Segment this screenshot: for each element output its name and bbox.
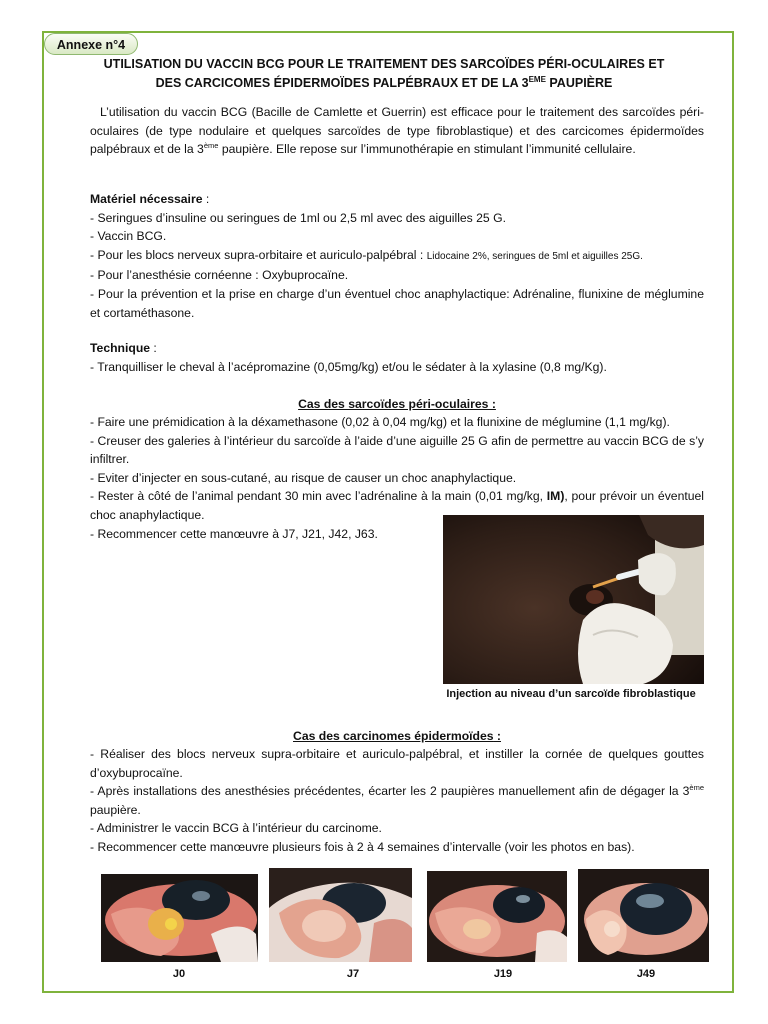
title-line-1: UTILISATION DU VACCIN BCG POUR LE TRAITEMENT DES SARCOÏDES PÉRI-OCULAIRES ET	[103, 57, 665, 71]
technique-heading: Technique :	[90, 341, 157, 355]
eye-photo-label: J19	[493, 968, 513, 980]
eye-photo-j49	[578, 869, 709, 962]
eye-photo-label: J0	[172, 968, 186, 980]
technique-section	[90, 339, 704, 376]
sarcoides-list-top	[90, 413, 704, 525]
materiel-item: - Pour les blocs nerveux supra-orbitaire et auriculo-palpébral : Lidocaine 2%, seringues de 5ml et aiguilles 25G.	[90, 247, 643, 262]
title-line-2: DES CARCICOMES ÉPIDERMOÏDES PALPÉBRAUX ET DE LA 3EME PAUPIÈRE	[155, 74, 613, 90]
intro-paragraph: L’utilisation du vaccin BCG (Bacille de Camlette et Guerrin) est efficace pour le traitement des sarcoïdes péri-oculaires (de type nodulaire et quelques sarcoïdes de type fibroblastique) et des carcicomes épidermoïdes palpébraux et de la 3ème paupière. Elle repose sur l’immunothérapie en stimulant l’immunité cellulaire.	[90, 105, 704, 157]
document-title	[60, 55, 708, 93]
eye-photo-label: J7	[346, 968, 360, 980]
sarcoides-item: - Creuser des galeries à l’intérieur du sarcoïde à l’aide d’une aiguille 25 G afin de permettre au vaccin BCG de s’y infiltrer.	[90, 433, 704, 467]
materiel-item: - Pour la prévention et la prise en charge d’un éventuel choc anaphylactique: Adrénaline, flunixine de méglumine et cortaméthasone.	[90, 286, 704, 320]
technique-item: - Tranquilliser le cheval à l’acépromazine (0,05mg/kg) et/ou le sédater à la xylasine (0,8 mg/Kg).	[90, 359, 607, 374]
carcinomes-heading: Cas des carcinomes épidermoïdes :	[293, 729, 501, 743]
sarcoides-heading: Cas des sarcoïdes péri-oculaires :	[298, 397, 496, 411]
materiel-item: - Seringues d’insuline ou seringues de 1ml ou 2,5 ml avec des aiguilles 25 G.	[90, 210, 506, 225]
eye-photo-j19	[427, 871, 567, 962]
materiel-item: - Vaccin BCG.	[90, 229, 167, 244]
materiel-heading: Matériel nécessaire :	[90, 192, 210, 206]
sarcoides-item: - Faire une prémidication à la déxamethasone (0,02 à 0,04 mg/kg) et la flunixine de méglumine (1,1 mg/kg).	[90, 415, 670, 429]
materiel-item: - Pour l’anesthésie cornéenne : Oxybuprocaïne.	[90, 268, 349, 283]
carcinomes-item: - Administrer le vaccin BCG à l’intérieur du carcinome.	[90, 821, 382, 836]
materiel-section	[90, 190, 704, 322]
horse-injection-photo	[443, 515, 704, 684]
carcinomes-list	[90, 745, 704, 857]
carcinomes-item: - Après installations des anesthésies précédentes, écarter les 2 paupières manuellement afin de dégager la 3ème paupière.	[90, 783, 704, 817]
carcinomes-item: - Recommencer cette manœuvre plusieurs fois à 2 à 4 semaines d’intervalle (voir les photos en bas).	[90, 839, 635, 854]
sarcoides-list-bottom	[90, 525, 430, 544]
carcinomes-item: - Réaliser des blocs nerveux supra-orbitaire et auriculo-palpébral, et instiller la cornée de quelques gouttes d’oxybuprocaïne.	[90, 747, 704, 780]
annex-label: Annexe n°4	[44, 33, 138, 55]
eye-photo-j0	[101, 874, 258, 962]
sarcoides-item: - Eviter d’injecter en sous-cutané, au risque de causer un choc anaphylactique.	[90, 470, 517, 485]
eye-photo-j7	[269, 868, 412, 962]
horse-photo-caption: Injection au niveau d’un sarcoïde fibroblastique	[446, 688, 696, 700]
eye-photo-label: J49	[636, 968, 656, 980]
sarcoides-item: - Rester à côté de l’animal pendant 30 min avec l’adrénaline à la main (0,01 mg/kg, IM), pour prévoir un éventuel choc anaphylactique.	[90, 489, 704, 522]
sarcoides-item: - Recommencer cette manœuvre à J7, J21, J42, J63.	[90, 527, 378, 541]
